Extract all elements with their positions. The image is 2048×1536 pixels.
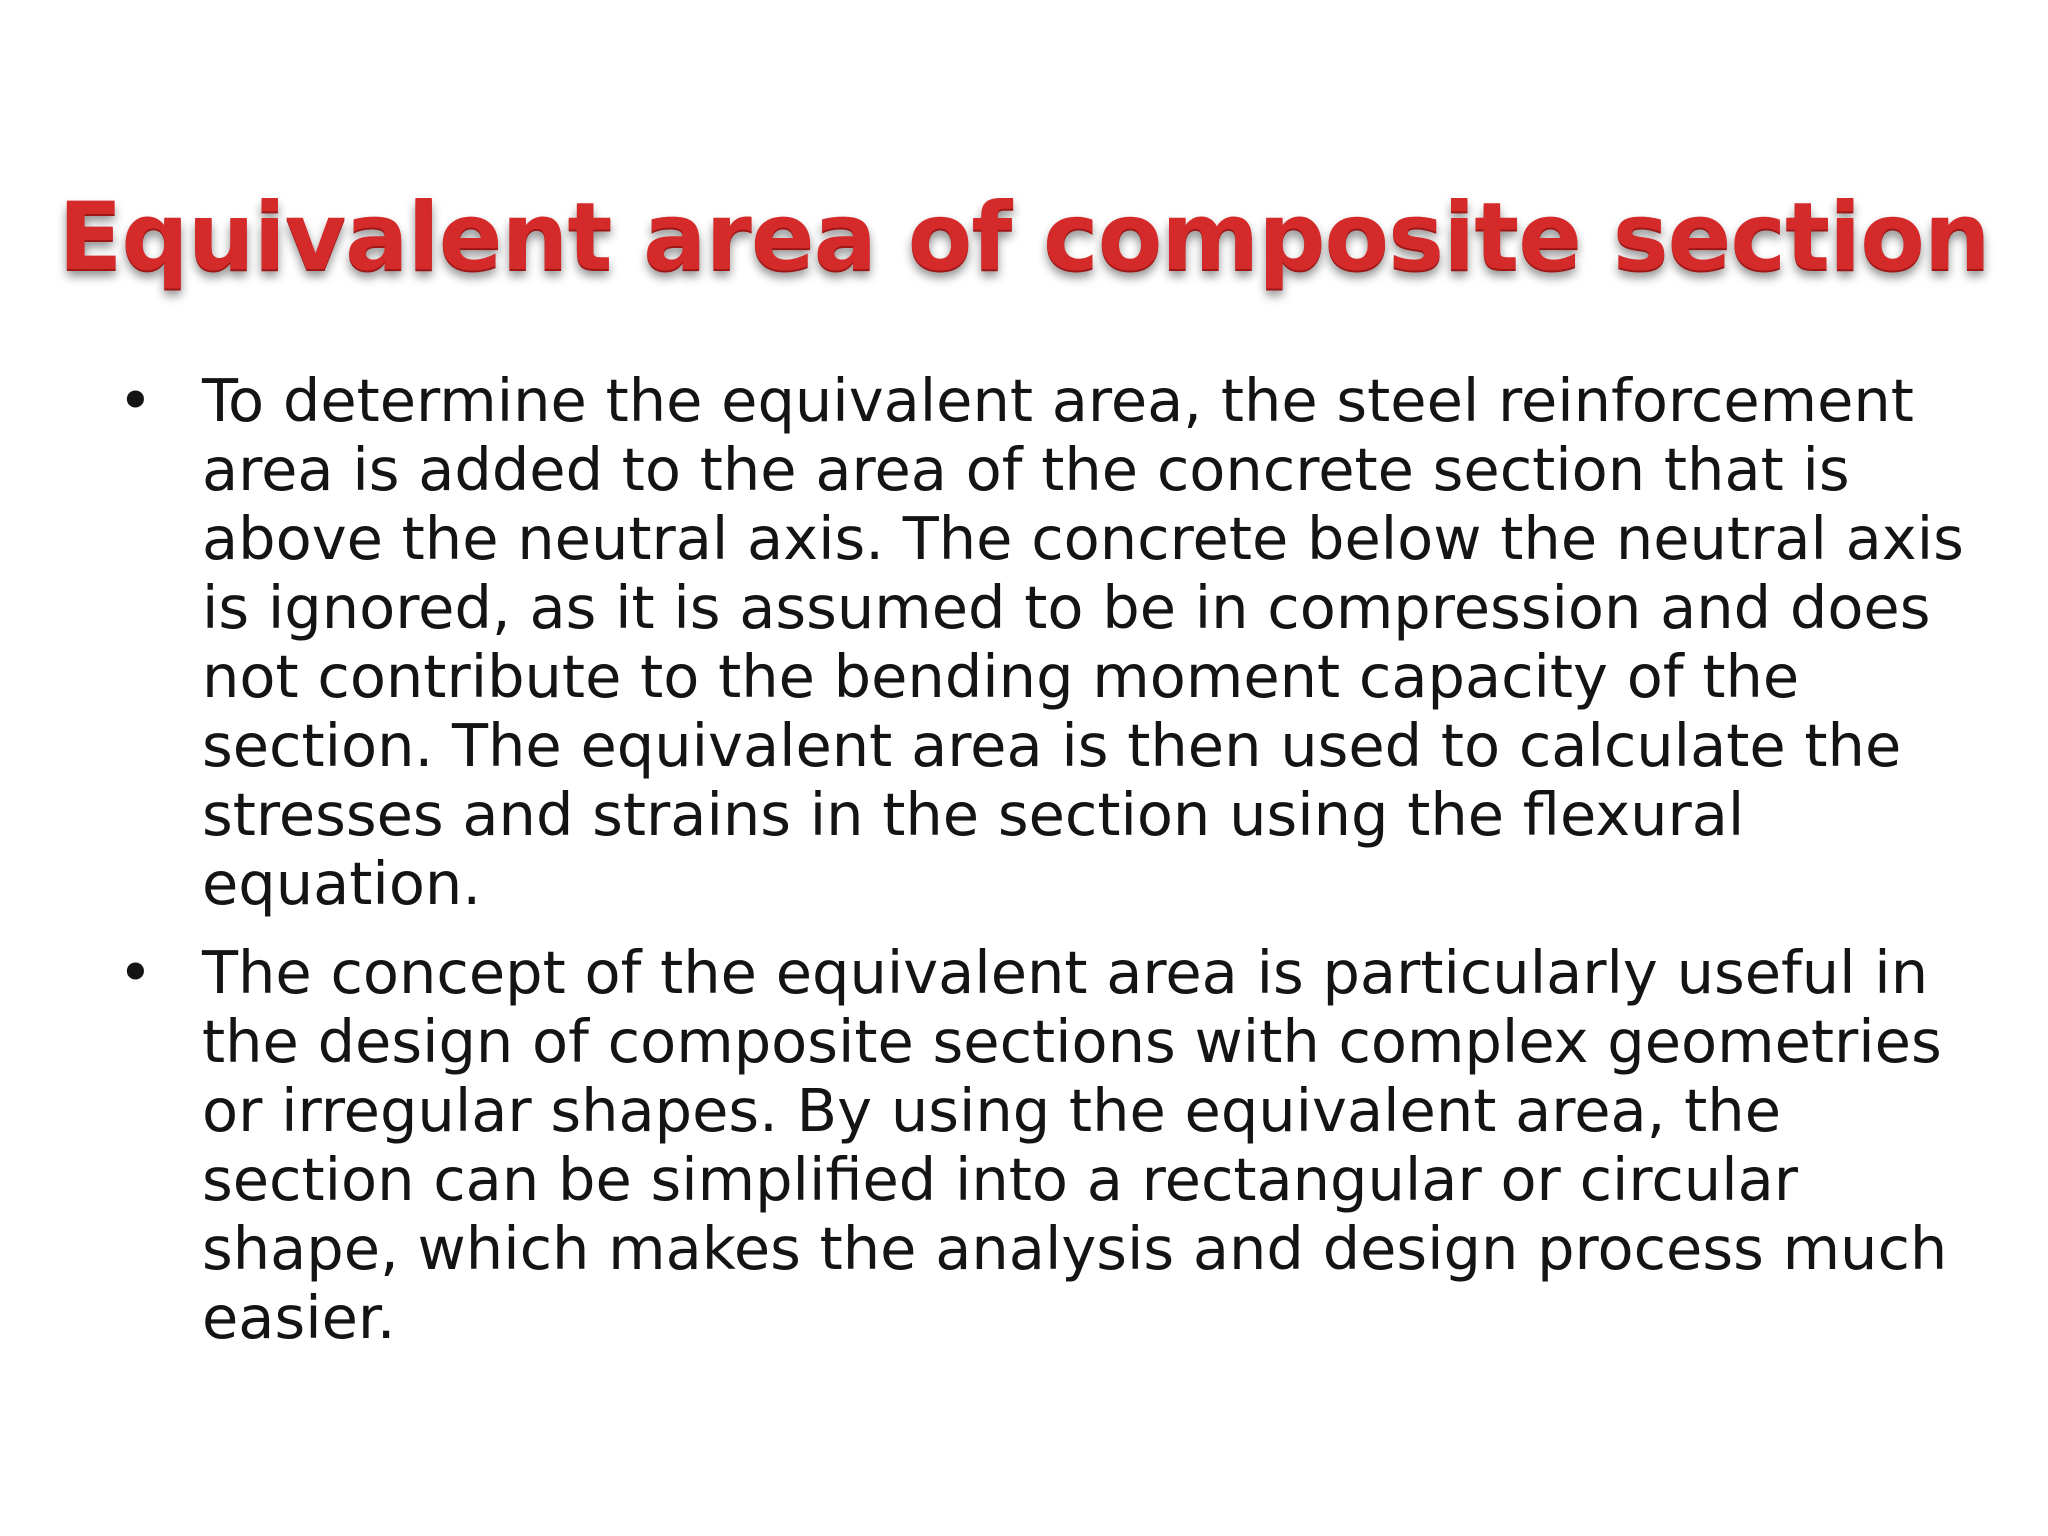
bullet-text: To determine the equivalent area, the steel reinforcement area is added to the area of the concrete section that is above the neutral axis. The concrete below the neutral axis is ignored, as it is assumed to be in compression and does not contribute to the bending moment capacity of the section. The equivalent area is then used to calculate the stresses and strains in the section using the flexural equation.: [202, 366, 1964, 918]
bullet-icon: •: [118, 938, 153, 1007]
bullet-item: [118, 938, 1978, 1352]
bullet-list: [118, 366, 1978, 1372]
slide-title: Equivalent area of composite section: [58, 183, 1990, 292]
bullet-icon: •: [118, 366, 153, 435]
bullet-text: The concept of the equivalent area is particularly useful in the design of composite sections with complex geometries or irregular shapes. By using the equivalent area, the section can be simplified into a rectangular or circular shape, which makes the analysis and design process much easier.: [202, 938, 1948, 1352]
bullet-item: [118, 366, 1978, 918]
